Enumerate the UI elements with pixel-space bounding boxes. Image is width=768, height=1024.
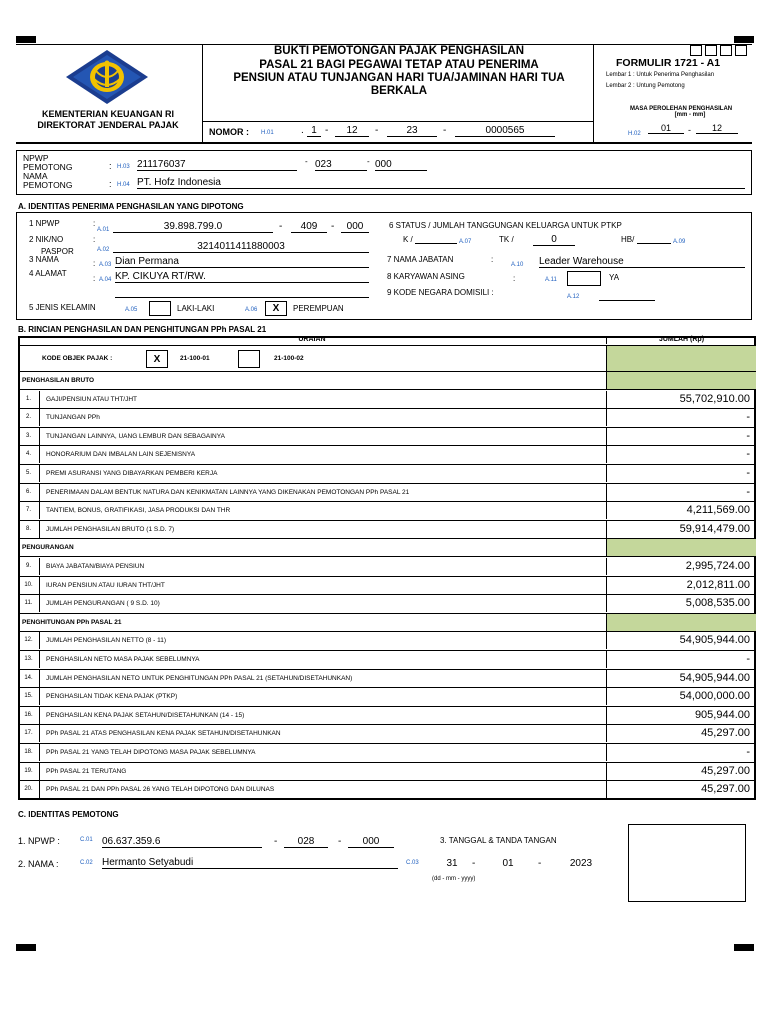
- table-row: [18, 595, 756, 614]
- a-alamat-label: 4 ALAMAT: [29, 269, 67, 278]
- row-number: 3.: [18, 428, 40, 445]
- a-alamat-ref: A.04: [99, 277, 112, 283]
- section-b-title: B. RINCIAN PENGHASILAN DAN PENGHITUNGAN PPh PASAL 21: [18, 325, 267, 334]
- npwp-pemotong-1: 211176037: [137, 159, 297, 171]
- row-label: HONORARIUM DAN IMBALAN LAIN SEJENISNYA: [46, 451, 196, 459]
- npwp-pemotong-3: 000: [375, 159, 427, 171]
- c-npwp-label: 1. NPWP :: [18, 836, 60, 846]
- table-row: [18, 707, 756, 726]
- a-negara-ref: A.12: [567, 294, 580, 300]
- a-alamat-value: KP. CIKUYA RT/RW.: [115, 271, 369, 283]
- row-amount[interactable]: -: [606, 744, 756, 761]
- table-row: [18, 409, 756, 428]
- row-label: PENGHASILAN KENA PAJAK SETAHUN/DISETAHUNKAN (14 - 15): [46, 711, 245, 719]
- b-section-green-cell: [606, 372, 756, 389]
- b-section-pengurangan: [18, 539, 756, 557]
- period-ref: H.02: [628, 131, 641, 137]
- row-label: PPh PASAL 21 TERUTANG: [46, 767, 127, 775]
- row-amount[interactable]: -: [606, 409, 756, 426]
- a-npwp-sep-1: -: [279, 221, 283, 232]
- nama-pemotong-ref: H.04: [117, 182, 130, 188]
- c-signature-box[interactable]: [628, 824, 746, 902]
- nomor-sep-3: -: [443, 125, 447, 136]
- b-section-title: PENGURANGAN: [22, 544, 74, 552]
- c-npwp-3: 000: [348, 836, 394, 848]
- row-number: 1.: [18, 391, 40, 408]
- form-checkbox-2[interactable]: [705, 45, 717, 56]
- row-number: 13.: [18, 651, 40, 668]
- row-label: JUMLAH PENGHASILAN BRUTO (1 S.D. 7): [46, 525, 175, 533]
- row-number: 5.: [18, 465, 40, 482]
- row-label: GAJI/PENSIUN ATAU THT/JHT: [46, 395, 138, 403]
- a-asing-checkbox[interactable]: [567, 271, 601, 286]
- a-jabatan-value: Leader Warehouse: [539, 256, 745, 268]
- directorate-name: DIREKTORAT JENDERAL PAJAK: [37, 120, 179, 130]
- row-number: 11.: [18, 595, 40, 612]
- nomor-part-2: 12: [335, 125, 369, 137]
- nomor-sep-1: -: [325, 125, 329, 136]
- table-row: [18, 632, 756, 651]
- npwp-pemotong-colon: :: [109, 161, 112, 171]
- table-row: [18, 670, 756, 689]
- title-line-4: BERKALA: [370, 85, 428, 97]
- table-row: [18, 781, 756, 800]
- a-negara-value: [599, 300, 655, 301]
- row-label: JUMLAH PENGHASILAN NETO UNTUK PENGHITUNGAN PPh PASAL 21 (SETAHUN/DISETAHUNKAN): [46, 674, 353, 682]
- table-row: [18, 391, 756, 410]
- table-row: [18, 651, 756, 670]
- a-alamat-line-2: [115, 297, 369, 298]
- registration-mark-bottom-left: [16, 944, 36, 951]
- row-number: 7.: [18, 502, 40, 519]
- b-section-bruto: [18, 372, 756, 390]
- a-asing-ya: YA: [609, 273, 620, 282]
- a-hb-value: [637, 243, 671, 244]
- table-row: [18, 763, 756, 782]
- row-amount[interactable]: -: [606, 465, 756, 482]
- row-amount[interactable]: 5,008,535.00: [606, 595, 756, 612]
- a-hb-ref: A.09: [673, 239, 686, 245]
- a-tk-value: 0: [533, 234, 575, 246]
- row-number: 8.: [18, 521, 40, 538]
- pemotong-box: [16, 150, 752, 195]
- a-nik-value: 3214011411880003: [113, 241, 369, 253]
- title-box: [202, 45, 594, 121]
- row-number: 4.: [18, 446, 40, 463]
- nomor-part-4: 0000565: [455, 125, 555, 137]
- a-alamat-colon: :: [93, 274, 96, 283]
- row-amount[interactable]: 2,012,811.00: [606, 577, 756, 594]
- b-col-uraian: URAIAN: [298, 336, 326, 343]
- table-row: [18, 725, 756, 744]
- c-nama-value: Hermanto Setyabudi: [102, 857, 398, 869]
- period-format: [mm - mm]: [674, 112, 706, 118]
- row-amount[interactable]: 905,944.00: [606, 707, 756, 724]
- a-nik-ref: A.02: [97, 247, 110, 253]
- a-npwp-colon: :: [93, 219, 96, 228]
- a-hb-label: HB/: [621, 235, 635, 244]
- nama-pemotong: PT. Hofz Indonesia: [137, 177, 745, 189]
- row-label: PENERIMAAN DALAM BENTUK NATURA DAN KENIKMATAN LAINNYA YANG DIKENAKAN PEMOTONGAN PPh PASAL 21: [46, 488, 410, 496]
- a-jabatan-ref: A.10: [511, 262, 524, 268]
- npwp-pemotong-ref: H.03: [117, 164, 130, 170]
- row-amount[interactable]: 4,211,569.00: [606, 502, 756, 519]
- b-kode-green: [606, 346, 756, 371]
- form-checkbox-4[interactable]: [735, 45, 747, 56]
- b-kode-checkbox-2[interactable]: [238, 350, 260, 368]
- row-amount[interactable]: -: [606, 651, 756, 668]
- npwp-pemotong-sep-2: -: [367, 157, 370, 166]
- a-k-value: [415, 243, 457, 244]
- c-nama-label: 2. NAMA :: [18, 859, 59, 869]
- row-number: 2.: [18, 409, 40, 426]
- row-number: 12.: [18, 632, 40, 649]
- a-negara-label: 9 KODE NEGARA DOMISILI :: [387, 288, 494, 297]
- registration-mark-top-left: [16, 36, 36, 43]
- table-row: [18, 465, 756, 484]
- row-amount[interactable]: 54,905,944.00: [606, 632, 756, 649]
- c-npwp-sep-1: -: [274, 836, 278, 847]
- form-checkbox-1[interactable]: [690, 45, 702, 56]
- nama-pemotong-label-1: NAMA: [23, 171, 48, 181]
- row-label: PENGHASILAN TIDAK KENA PAJAK (PTKP): [46, 693, 178, 701]
- registration-mark-bottom-right: [734, 944, 754, 951]
- row-number: 15.: [18, 688, 40, 705]
- b-section-penghitungan: [18, 614, 756, 632]
- npwp-pemotong-label-1: NPWP: [23, 153, 49, 163]
- a-nama-colon: :: [93, 259, 96, 268]
- row-label: TANTIEM, BONUS, GRATIFIKASI, JASA PRODUKSI DAN THR: [46, 507, 231, 515]
- section-a-box: [16, 212, 752, 320]
- a-npwp-ref: A.01: [97, 227, 110, 233]
- row-number: 17.: [18, 725, 40, 742]
- b-kode-checkbox-1[interactable]: X: [146, 350, 168, 368]
- row-amount[interactable]: -: [606, 428, 756, 445]
- a-npwp-sep-2: -: [331, 221, 335, 232]
- row-amount[interactable]: 55,702,910.00: [606, 391, 756, 408]
- row-number: 19.: [18, 763, 40, 780]
- row-number: 18.: [18, 744, 40, 761]
- row-amount[interactable]: 54,000,000.00: [606, 688, 756, 705]
- a-npwp-1: 39.898.799.0: [113, 221, 273, 233]
- sheet-2-note: Lembar 2 : Untung Pemotong: [606, 83, 685, 89]
- b-header-row: [18, 336, 756, 346]
- c-nama-ref: C.02: [80, 860, 93, 866]
- b-section-green-cell: [606, 539, 756, 556]
- period-label: MASA PEROLEHAN PENGHASILAN: [630, 106, 733, 112]
- row-amount[interactable]: 45,297.00: [606, 725, 756, 742]
- nomor-sep-2: -: [375, 125, 379, 136]
- a-npwp-2: 409: [291, 221, 327, 233]
- a-jabatan-colon: :: [491, 255, 494, 264]
- form-checkbox-3[interactable]: [720, 45, 732, 56]
- a-k-ref: A.07: [459, 239, 472, 245]
- c-date-format: (dd - mm - yyyy): [432, 876, 476, 882]
- c-date-dd: 31: [446, 858, 458, 869]
- a-jk-ref-2: A.06: [245, 307, 258, 313]
- row-label: PPh PASAL 21 ATAS PENGHASILAN KENA PAJAK SETAHUN/DISETAHUNKAN: [46, 730, 281, 738]
- section-c-title: C. IDENTITAS PEMOTONG: [18, 810, 119, 819]
- ministry-logo: [64, 49, 150, 105]
- sheet-1-note: Lembar 1 : Untuk Penerima Penghasilan: [606, 72, 715, 78]
- nomor-label: NOMOR :: [209, 127, 249, 137]
- c-npwp-sep-2: -: [338, 836, 342, 847]
- table-row: [18, 577, 756, 596]
- npwp-pemotong-2: 023: [315, 159, 367, 171]
- row-number: 16.: [18, 707, 40, 724]
- row-label: BIAYA JABATAN/BIAYA PENSIUN: [46, 563, 145, 570]
- form-checkboxes: [690, 45, 752, 57]
- row-label: IURAN PENSIUN ATAU IURAN THT/JHT: [46, 581, 165, 589]
- header-block: [16, 44, 752, 144]
- b-kode-1: 21-100-01: [180, 355, 210, 362]
- c-npwp-2: 028: [284, 836, 328, 848]
- row-label: JUMLAH PENGURANGAN ( 9 S.D. 10): [46, 600, 160, 608]
- a-nama-ref: A.03: [99, 262, 112, 268]
- registration-mark-top-right: [734, 36, 754, 43]
- table-row: [18, 428, 756, 447]
- a-nama-label: 3 NAMA: [29, 255, 59, 264]
- a-asing-label: 8 KARYAWAN ASING: [387, 272, 465, 281]
- row-amount[interactable]: 45,297.00: [606, 763, 756, 780]
- row-label: PREMI ASURANSI YANG DIBAYARKAN PEMBERI KERJA: [46, 470, 218, 477]
- table-row: [18, 521, 756, 540]
- row-label: PPh PASAL 21 DAN PPh PASAL 26 YANG TELAH DIPOTONG DAN DILUNAS: [46, 786, 275, 794]
- row-label: TUNJANGAN LAINNYA, UANG LEMBUR DAN SEBAGAINYA: [46, 432, 225, 440]
- a-nik-label-1: 2 NIK/NO: [29, 235, 64, 244]
- table-row: [18, 688, 756, 707]
- a-jk-label: 5 JENIS KELAMIN: [29, 303, 96, 312]
- b-section-title: PENGHASILAN BRUTO: [22, 377, 95, 384]
- table-row: [18, 484, 756, 503]
- row-number: 20.: [18, 781, 40, 798]
- nomor-part-1: 1: [307, 125, 321, 137]
- title-line-1: BUKTI PEMOTONGAN PAJAK PENGHASILAN: [273, 45, 525, 57]
- row-number: 10.: [18, 577, 40, 594]
- title-line-3: PENSIUN ATAU TUNJANGAN HARI TUA/JAMINAN HARI TUA: [233, 72, 565, 84]
- table-row: [18, 558, 756, 577]
- nomor-row: [202, 121, 594, 143]
- nomor-ref: H.01: [261, 130, 274, 136]
- period-to: 12: [696, 123, 738, 134]
- row-amount[interactable]: -: [606, 446, 756, 463]
- row-label: PENGHASILAN NETO MASA PAJAK SEBELUMNYA: [46, 656, 200, 663]
- a-npwp-3: 000: [341, 221, 369, 233]
- row-label: PPh PASAL 21 YANG TELAH DIPOTONG MASA PAJAK SEBELUMNYA: [46, 749, 256, 756]
- nomor-dot: .: [301, 125, 304, 136]
- a-nik-colon: :: [93, 235, 96, 244]
- a-nama-value: Dian Permana: [115, 256, 369, 268]
- row-label: JUMLAH PENGHASILAN NETTO (8 - 11): [46, 637, 167, 645]
- c-npwp-ref: C.01: [80, 837, 93, 843]
- table-row: [18, 446, 756, 465]
- nama-pemotong-label-2: PEMOTONG: [23, 180, 73, 190]
- a-jabatan-label: 7 NAMA JABATAN: [387, 255, 454, 264]
- nomor-part-3: 23: [387, 125, 437, 137]
- row-number: 9.: [18, 558, 40, 575]
- a-jk-perempuan-checkbox[interactable]: X: [265, 301, 287, 316]
- c-ttd-label: 3. TANGGAL & TANDA TANGAN: [440, 836, 557, 845]
- c-date-mm: 01: [502, 858, 514, 869]
- c-date-ref: C.03: [406, 860, 419, 866]
- a-jk-laki-label: LAKI-LAKI: [177, 304, 215, 313]
- row-number: 6.: [18, 484, 40, 501]
- b-section-green-cell: [606, 614, 756, 631]
- row-amount[interactable]: -: [606, 484, 756, 501]
- period-from: 01: [648, 123, 684, 134]
- c-date-sep-1: -: [472, 858, 476, 869]
- c-date-yyyy: 2023: [569, 858, 593, 869]
- period-sep: -: [688, 125, 691, 135]
- row-number: 14.: [18, 670, 40, 687]
- b-kode-label: KODE OBJEK PAJAK :: [42, 355, 113, 362]
- npwp-pemotong-sep-1: -: [305, 157, 308, 166]
- title-line-2: PASAL 21 BAGI PEGAWAI TETAP ATAU PENERIMA: [259, 59, 539, 71]
- b-kode-2: 21-100-02: [274, 355, 304, 362]
- a-jk-perempuan-label: PEREMPUAN: [293, 304, 344, 313]
- b-kode-row: [18, 346, 756, 372]
- a-k-label: K /: [403, 235, 413, 244]
- table-row: [18, 502, 756, 521]
- ministry-name: KEMENTERIAN KEUANGAN RI: [41, 109, 174, 119]
- form-code: FORMULIR 1721 - A1: [616, 57, 721, 69]
- c-npwp-1: 06.637.359.6: [102, 836, 262, 848]
- row-amount[interactable]: 2,995,724.00: [606, 558, 756, 575]
- section-a-title: A. IDENTITAS PENERIMA PENGHASILAN YANG DIPOTONG: [18, 202, 244, 211]
- a-status-label: 6 STATUS / JUMLAH TANGGUNGAN KELUARGA UNTUK PTKP: [389, 221, 622, 230]
- a-npwp-label: 1 NPWP: [29, 219, 60, 228]
- c-date-sep-2: -: [538, 858, 542, 869]
- row-label: TUNJANGAN PPh: [46, 414, 100, 422]
- row-amount[interactable]: 59,914,479.00: [606, 521, 756, 538]
- ministry-emblem-icon: [64, 49, 150, 105]
- a-nik-label-2: PASPOR: [41, 247, 74, 256]
- b-col-jumlah: JUMLAH (Rp): [606, 336, 756, 344]
- a-tk-label: TK /: [499, 235, 514, 244]
- a-jk-laki-checkbox[interactable]: [149, 301, 171, 316]
- row-amount[interactable]: 45,297.00: [606, 781, 756, 798]
- a-jk-ref-1: A.05: [125, 307, 138, 313]
- b-section-title: PENGHITUNGAN PPh PASAL 21: [22, 618, 122, 626]
- npwp-pemotong-label-2: PEMOTONG: [23, 162, 73, 172]
- row-amount[interactable]: 54,905,944.00: [606, 670, 756, 687]
- a-asing-ref: A.11: [545, 277, 557, 283]
- a-asing-colon: :: [513, 274, 516, 283]
- nama-pemotong-colon: :: [109, 179, 112, 189]
- table-row: [18, 744, 756, 763]
